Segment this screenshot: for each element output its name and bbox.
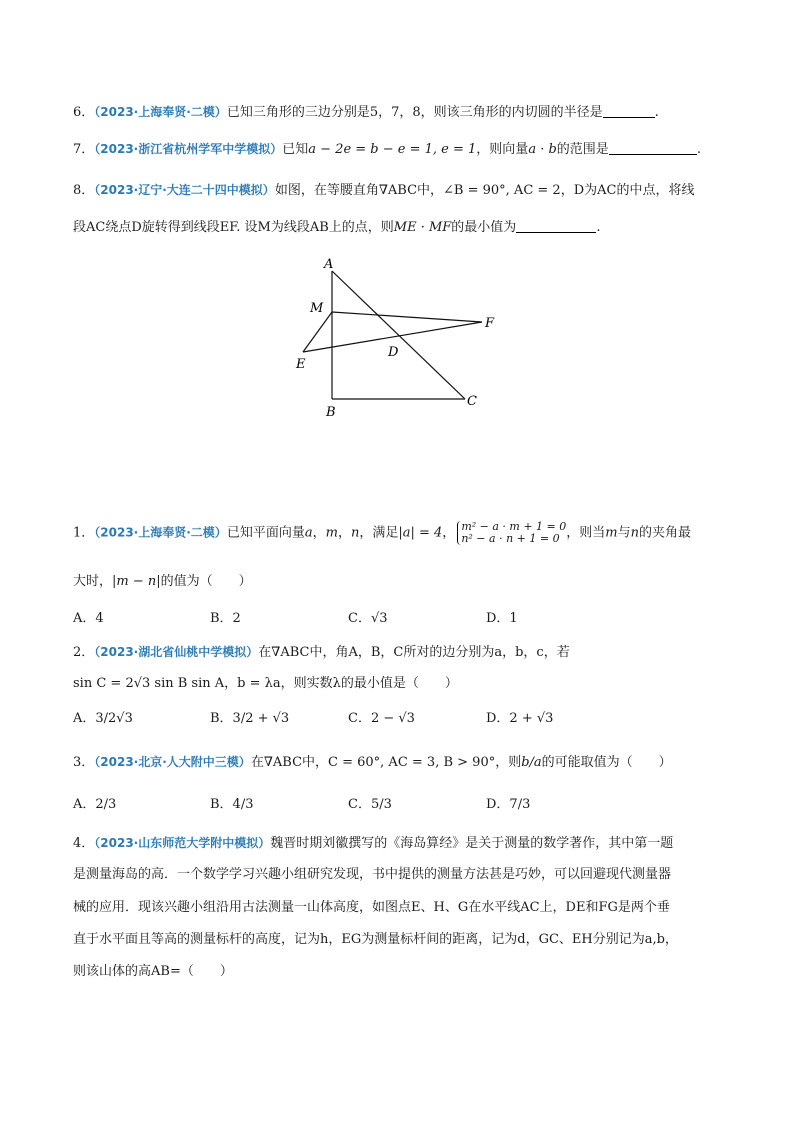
option-d[interactable]: D．1 [486, 611, 518, 626]
label-B: B [326, 405, 336, 420]
question-number: 3． [73, 755, 95, 770]
question-text: ，则当 [566, 525, 606, 541]
vector-n: n [630, 525, 639, 541]
question-1-line-1: 1．（2023·上海奉贤·二模）已知平面向量a，m，n，满足|a| = 4， m² − a · m + 1 = 0 n² − a · n + 1 = 0 ，则当m与n的夹角最 [73, 520, 692, 545]
triangle-figure [280, 250, 520, 430]
question-text: 械的应用．现该兴趣小组沿用古法测量一山体高度，如图点E、H、G在水平线AC上，DE和FG是两个垂 [73, 900, 670, 915]
question-number: 8． [73, 183, 95, 198]
vector-expression: a · b [528, 142, 557, 157]
label-A: A [324, 257, 334, 272]
question-text: 的夹角最 [639, 525, 692, 541]
question-text: 则该山体的高AB=（ ） [73, 964, 233, 979]
question-3 [73, 753, 672, 772]
fraction-b-over-a: b/a [521, 755, 542, 770]
question-6 [73, 103, 659, 122]
question-source: （2023·辽宁·大连二十四中模拟） [94, 183, 275, 197]
answer-blank [609, 141, 697, 155]
question-text: ，则向量 [476, 142, 529, 157]
question-text: 如图，在等腰直角∇ABC中，∠B = 90°, AC = 2，D为AC的中点，将线 [274, 183, 695, 198]
question-4-line-5 [73, 963, 233, 981]
option-d[interactable]: D．2 + √3 [486, 711, 554, 726]
question-source: （2023·北京·人大附中三模） [94, 755, 251, 769]
question-8-line-2 [73, 219, 600, 237]
question-number: 4． [73, 836, 95, 851]
condition-expression: |a| = 4 [398, 525, 443, 541]
label-C: C [467, 394, 477, 409]
question-4-line-3 [73, 899, 670, 917]
question-text: 已知 [282, 142, 309, 157]
question-text: ，满足 [359, 525, 399, 541]
question-7 [73, 140, 701, 159]
option-c[interactable]: C．√3 [348, 611, 388, 626]
option-b[interactable]: B．2 [210, 611, 241, 626]
question-text: 在∇ABC中，C = 60°, AC = 3, B > 90°，则 [250, 755, 522, 770]
question-source: （2023·湖北省仙桃中学模拟） [94, 645, 259, 659]
vector-expression: |m − n| [112, 574, 161, 589]
answer-blank [603, 104, 655, 118]
segment-AC [332, 271, 465, 399]
option-c[interactable]: C．2 − √3 [348, 711, 415, 726]
question-end: . [696, 142, 701, 157]
question-2-line-2 [73, 675, 458, 693]
question-text: 已知三角形的三边分别是5，7，8，则该三角形的内切圆的半径是 [226, 105, 603, 120]
question-text: 的可能取值为（ ） [541, 755, 672, 770]
question-number: 2． [73, 645, 95, 660]
equation-system [457, 521, 566, 545]
segment-ME [303, 312, 332, 352]
option-b[interactable]: B．4/3 [210, 797, 254, 812]
question-text: 的范围是 [556, 142, 609, 157]
question-end: . [654, 105, 659, 120]
question-source: （2023·上海奉贤·二模） [94, 105, 227, 119]
answer-blank [516, 219, 596, 233]
label-D: D [388, 345, 399, 360]
question-source: （2023·上海奉贤·二模） [94, 525, 227, 540]
question-text: sin C = 2√3 sin B sin A，b = λa，则实数λ的最小值是（ ） [73, 676, 458, 691]
question-text: 直于水平面且等高的测量标杆的高度，记为h，EG为测量标杆间的距离，记为d，GC、EH分别记为a,b， [73, 932, 678, 947]
question-text: 段AC绕点D旋转得到线段EF. 设M为线段AB上的点，则 [73, 220, 394, 235]
label-F: F [485, 316, 495, 331]
question-text: 的值为（ ） [160, 574, 252, 589]
question-4-line-2 [73, 866, 671, 884]
vector-a: a [304, 525, 313, 541]
option-a[interactable]: A．2/3 [73, 797, 117, 812]
vector-expression: ME · MF [393, 220, 452, 235]
question-text: 的最小值为 [451, 220, 517, 235]
condition-expression: a − 2e = b − e = 1, e = 1 [308, 142, 477, 157]
equation-2: n² − a · n + 1 = 0 [461, 532, 560, 545]
question-number: 1． [73, 525, 95, 541]
question-text: 魏晋时期刘徽撰写的《海岛算经》是关于测量的数学著作，其中第一题 [270, 836, 674, 851]
equation-1: m² − a · m + 1 = 0 [461, 520, 567, 533]
vector-m: m [325, 525, 338, 541]
segment-MF [332, 312, 482, 322]
question-4-line-4 [73, 931, 678, 949]
question-4-line-1 [73, 834, 673, 853]
option-a[interactable]: A．3/2√3 [73, 711, 133, 726]
question-end: . [596, 220, 601, 235]
question-source: （2023·浙江省杭州学军中学模拟） [94, 142, 283, 156]
vector-m: m [605, 525, 618, 541]
question-source: （2023·山东师范大学附中模拟） [94, 836, 271, 850]
question-number: 6． [73, 105, 95, 120]
question-text: 在∇ABC中，角A，B，C所对的边分别为a，b，c，若 [258, 645, 570, 660]
question-text: 大时， [73, 574, 113, 589]
vector-n: n [350, 525, 360, 541]
question-2-line-1 [73, 643, 570, 662]
question-number: 7． [73, 142, 95, 157]
option-a[interactable]: A．4 [73, 611, 104, 626]
option-b[interactable]: B．3/2 + √3 [210, 711, 290, 726]
option-c[interactable]: C．5/3 [348, 797, 392, 812]
label-M: M [310, 301, 324, 316]
label-E: E [296, 357, 306, 372]
question-text: 是测量海岛的高．一个数学学习兴趣小组研究发现，书中提供的测量方法甚是巧妙，可以回避现代测量器 [73, 867, 672, 882]
question-1-line-2 [73, 573, 252, 591]
option-d[interactable]: D．7/3 [486, 797, 531, 812]
question-text: 已知平面向量 [226, 525, 305, 541]
question-text: 与 [617, 525, 631, 541]
question-8-line-1 [73, 181, 694, 200]
